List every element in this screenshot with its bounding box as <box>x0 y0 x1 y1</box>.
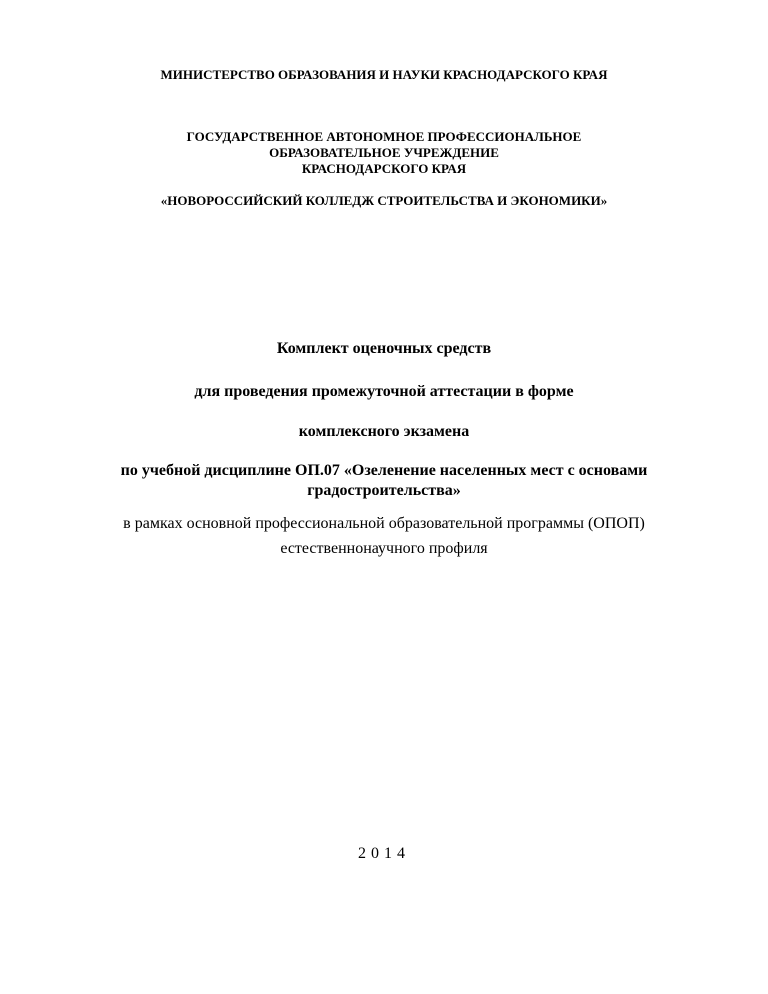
institution-heading-line-2: ОБРАЗОВАТЕЛЬНОЕ УЧРЕЖДЕНИЕ <box>269 145 499 160</box>
institution-heading-line-3: КРАСНОДАРСКОГО КРАЯ <box>301 161 467 176</box>
document-subtitle-purpose: для проведения промежуточной аттестации в форме <box>194 383 574 400</box>
discipline-line-1: по учебной дисциплине ОП.07 «Озеленение населенных мест с основами <box>120 462 648 479</box>
institution-heading-line-1: ГОСУДАРСТВЕННОЕ АВТОНОМНОЕ ПРОФЕССИОНАЛЬНОЕ <box>186 129 582 144</box>
ministry-heading: МИНИСТЕРСТВО ОБРАЗОВАНИЯ И НАУКИ КРАСНОДАРСКОГО КРАЯ <box>160 67 608 82</box>
program-line-1: в рамках основной профессиональной образовательной программы (ОПОП) <box>123 515 645 532</box>
discipline-line-2: градостроительства» <box>307 482 461 499</box>
college-name: «НОВОРОССИЙСКИЙ КОЛЛЕДЖ СТРОИТЕЛЬСТВА И ЭКОНОМИКИ» <box>160 193 608 208</box>
program-line-2: естественнонаучного профиля <box>280 540 488 557</box>
document-title: Комплект оценочных средств <box>276 340 492 357</box>
document-year: 2014 <box>358 845 410 862</box>
document-subtitle-exam-type: комплексного экзамена <box>298 423 470 440</box>
